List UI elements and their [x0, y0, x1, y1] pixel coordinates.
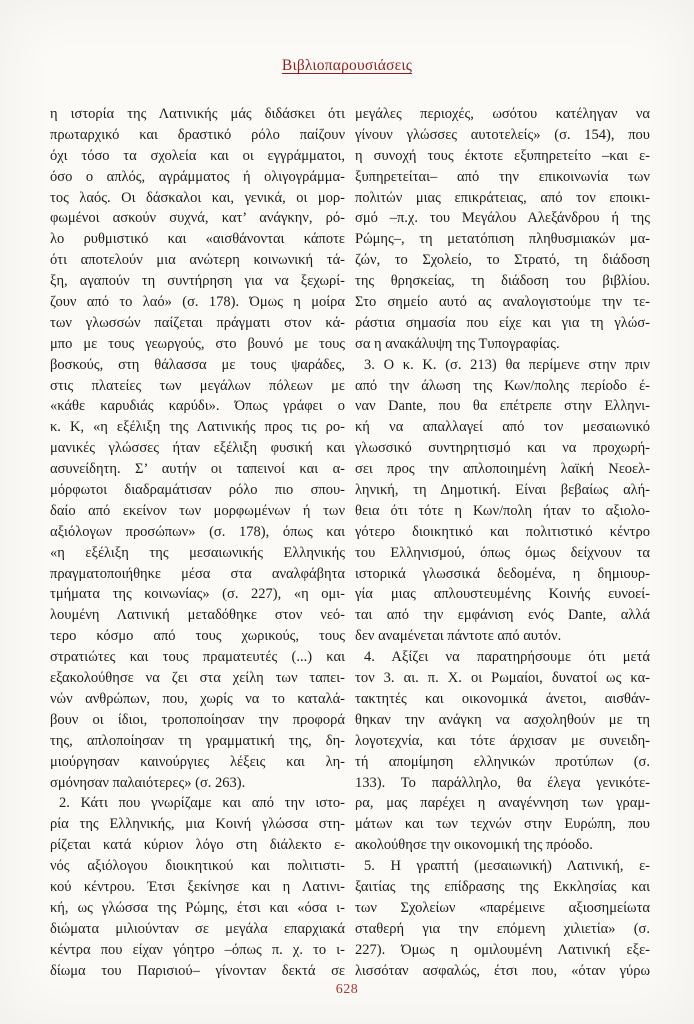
text-line: γλωσσικό συντηρητισμό και να προχωρή- [355, 440, 650, 457]
text-line: «η εξέλιξη της μεσαιωνικής Ελληνικής [50, 544, 345, 561]
text-line: λουμένη Λατινική μεταδόθηκε στον νεό- [50, 607, 345, 624]
text-line: της θρησκείας, τη διάδοση του βιβλίου. [355, 273, 650, 290]
text-line: 5. Η γραπτή (μεσαιωνική) Λατινική, ε- [364, 858, 650, 875]
text-line: ακολούθησε την οικονομική της πρόοδο. [355, 837, 593, 854]
text-line: δεν αναμένεται πάντοτε από αυτόν. [355, 628, 562, 645]
text-line: μπο με τους γεωργούς, στο βουνό με τους [50, 335, 345, 352]
text-line: δαίο από εκείνον των μορφωμένων ή των [50, 502, 345, 519]
text-line: 2. Κάτι που γνωρίζαμε και από την ιστο- [59, 795, 345, 812]
text-line: ιστορικά γλωσσικά δεδομένα, η δημιουρ- [355, 565, 650, 582]
text-line: ράστια σημασία που είχε και για τη γλώσ- [355, 314, 650, 331]
text-line: σμόνησαν παλαιότερες» (σ. 263). [50, 774, 246, 791]
text-line: ληνική, τη Δημοτική. Είναι βεβαίως αλή- [355, 482, 650, 499]
text-line: Στο σημείο αυτό ας αναλογιστούμε την τε- [355, 294, 650, 311]
text-line: κή να απαλλαγεί από τον μεσαιωνικό [355, 419, 650, 436]
text-line: αξιόλογων προσώπων» (σ. 178), όπως και [50, 523, 345, 540]
text-line: κ. Κ, «η εξέλιξη της Λατινικής προς τις ρο- [50, 419, 345, 436]
text-line: κέντρα που είχαν γόητρο –όπως π. χ. το ι- [50, 941, 345, 958]
text-line: τερο κόσμο από τους χωρικούς, τους [50, 628, 345, 645]
text-line: 227). Όμως η ομιλουμένη Λατινική εξε- [355, 941, 650, 958]
text-line: νός αξιόλογου διοικητικού και πολιτιστι- [50, 858, 345, 875]
text-line: θηκαν την ανάγκη να ασχοληθούν με τη [355, 711, 650, 728]
text-line: πολιτών μιας επικράτειας, από τον εποικι- [355, 189, 650, 206]
text-line: πραγματοποιήθηκε μέσα στα αναλφάβητα [50, 565, 345, 582]
text-line: γότερο διοικητικό και πολιτιστικό κέντρο [355, 523, 650, 540]
text-line: της, απλοποίησαν τη γραμματική της, δη- [50, 732, 345, 749]
text-line: πρωταρχικό και δραστικό ρόλο παίζουν [50, 126, 345, 143]
text-line: η ιστορία της Λατινικής μάς διδάσκει ότι [50, 106, 345, 122]
left-column [50, 104, 345, 981]
text-line: ζουν από το λαό» (σ. 178). Όμως η μοίρα [50, 294, 345, 311]
text-line: τακτητές και οικονομικά άνετοι, αισθάν- [355, 690, 650, 707]
text-line: σει προς την απλοποιημένη λαϊκή Νεοελ- [355, 461, 650, 478]
text-line: 133). Το παράλληλο, θα έλεγα γενικότε- [355, 774, 650, 791]
text-line: ρίζεται κατά κύριον λόγο στη διάλεκτο ε- [50, 837, 345, 854]
text-line: από την άλωση της Κων/πολης περίοδο έ- [355, 377, 650, 394]
text-line: Ρώμης–, τη μετατόπιση πληθυσμιακών μα- [355, 231, 650, 248]
text-line: σταθερή για την επόμενη χιλιετία» (σ. [355, 920, 650, 937]
text-line: γίνουν γλώσσες αυτοτελείς» (σ. 154), που [355, 126, 650, 143]
text-line: ναν Dante, που θα επέτρεπε στην Ελληνι- [355, 398, 650, 415]
text-line: μάτων και των τεχνών στην Ευρώπη, που [355, 816, 650, 833]
text-line: τή απομίμηση ελληνικών προτύπων (σ. [355, 753, 650, 770]
text-line: 3. Ο κ. Κ. (σ. 213) θα περίμενε στην πριν [364, 356, 650, 373]
right-column [355, 104, 650, 981]
text-line: ζών, το Σχολείο, το Στρατό, τη διάδοση [355, 252, 650, 269]
text-line: κή, ως γλώσσα της Ρώμης, έτσι και «όσα ι- [50, 899, 345, 916]
text-line: τμήματα της κοινωνίας» (σ. 227), «η ομι- [50, 586, 345, 603]
text-line: διώματα μιλιούνταν σε μεγάλα επαρχιακά [50, 920, 345, 937]
running-head [0, 57, 694, 75]
text-line: δίωμα του Παρισιού– γίνονταν δεκτά σε [50, 962, 345, 979]
page-number: 628 [335, 982, 359, 997]
text-line: φωμένοι ασκούν συχνά, κατ’ ανάγκην, ρό- [50, 210, 345, 227]
text-line: βοσκούς, στη θάλασσα με τους ψαράδες, [50, 356, 345, 373]
text-line: μεγάλες περιοχές, ωσότου κατέληγαν να [355, 106, 650, 122]
text-line: των Σχολείων «παρέμεινε αξιοσημείωτα [355, 899, 650, 916]
text-line: ξαιτίας της επίδρασης της Εκκλησίας και [355, 878, 650, 895]
text-line: τος λαός. Οι δάσκαλοι και, γενικά, οι μορ- [50, 189, 345, 206]
text-line: μιούργησαν καινούργιες λέξεις και λη- [50, 753, 345, 770]
text-line: όσο ο απλός, αγράμματος ή ολιγογράμμα- [50, 168, 345, 185]
text-line: νών ανθρώπων, που, χωρίς να το καταλά- [50, 690, 345, 707]
text-line: «κάθε καρυδιάς καρύδι». Όπως γράφει ο [50, 398, 345, 415]
text-line: γία μιας απλουστευμένης Κοινής ευνοεί- [355, 586, 650, 603]
text-line: λο ρυθμιστικό και «αισθάνονται κάποτε [50, 231, 345, 248]
text-line: μόρφωτοι διαδραμάτισαν ρόλο πιο σπου- [50, 482, 345, 499]
text-line: ότι αποτελούν μια ανώτερη κοινωνική τά- [50, 252, 345, 269]
text-line: σμό –π.χ. του Μεγάλου Αλεξάνδρου ή της [355, 210, 650, 227]
text-line: εξακολούθησε να ζει στα χείλη των ταπει- [50, 670, 345, 687]
text-line: ται από την εμφάνιση ενός Dante, αλλά [355, 607, 650, 624]
text-line: λογοτεχνία, και τότε άρχισαν με συνειδη- [355, 732, 650, 749]
text-line: 4. Αξίζει να παρατηρήσουμε ότι μετά [364, 649, 650, 666]
text-line: ασυνείδητη. Σ’ αυτήν οι ταπεινοί και α- [50, 461, 345, 478]
text-line: ρία της Ελληνικής, μια Κοινή γλώσσα στη- [50, 816, 345, 833]
text-line: του Ελληνισμού, όπως όμως δείχνουν τα [355, 544, 650, 561]
text-line: ρα, μας παρέχει η αναγέννηση των γραμ- [355, 795, 650, 812]
text-line: θεια ότι τότε η Κων/πολη ήταν το αξιολο- [355, 502, 650, 519]
text-line: βουν οι ίδιοι, τροποποίησαν την προφορά [50, 711, 345, 728]
text-line: των γλωσσών παίζεται πράγματι στον κά- [50, 314, 345, 331]
text-line: μανικές γλώσσες ήταν εξέλιξη φυσική και [50, 440, 345, 457]
text-line: στις πλατείες των μεγάλων πόλεων με [50, 377, 345, 394]
text-line: ξη, αγαπούν τη συντήρηση για να ξεχωρί- [50, 273, 345, 290]
text-line: ξυπηρετείται– από την επικοινωνία των [355, 168, 650, 185]
page-header-title: Βιβλιοπαρουσιάσεις [281, 57, 413, 74]
text-columns [50, 104, 650, 981]
text-line: στρατιώτες και τους πραματευτές (...) και [50, 649, 345, 666]
text-line: τον 3. αι. π. Χ. οι Ρωμαίοι, δυνατοί ως κα- [355, 670, 650, 687]
text-line: κού κέντρου. Έτσι ξεκίνησε και η Λατινι- [50, 878, 345, 895]
text-line: λισσόταν ασφαλώς, έτσι που, «όταν γύρω [355, 962, 650, 979]
text-line: η συνοχή τους έκτοτε εξυπηρετείτο –και ε- [355, 147, 650, 164]
text-line: σα η ανακάλυψη της Τυπογραφίας. [355, 335, 560, 352]
text-line: όχι τόσο τα σχολεία και οι εγγράμματοι, [50, 147, 345, 164]
